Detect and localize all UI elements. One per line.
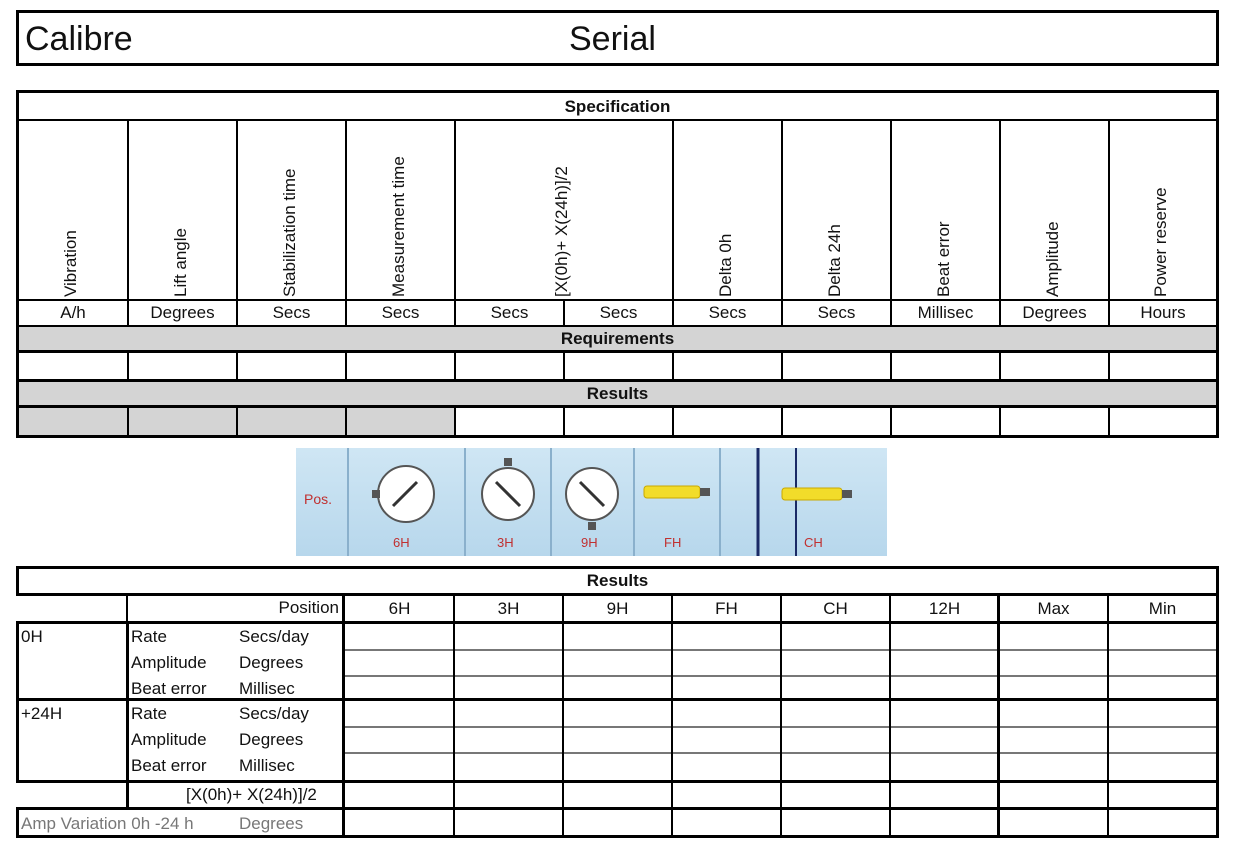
watch-fh-icon bbox=[644, 486, 710, 498]
col-header: 6H bbox=[388, 598, 411, 618]
unit-label: Degrees bbox=[239, 730, 304, 749]
spec-results-row bbox=[19, 408, 1216, 435]
unit-label: Millisec bbox=[239, 679, 295, 698]
requirements-row bbox=[19, 353, 1216, 379]
metric-label: Beat error bbox=[131, 679, 207, 698]
col-header: Min bbox=[1148, 598, 1177, 618]
spec-col-amplitude: Amplitude bbox=[1001, 121, 1110, 301]
results-header-row bbox=[16, 596, 1219, 621]
col-header: CH bbox=[823, 598, 848, 618]
unit-cell: Secs bbox=[456, 301, 565, 325]
unit-cell: Degrees bbox=[129, 301, 238, 325]
spec-col-beat-error: Beat error bbox=[892, 121, 1001, 301]
results-table bbox=[16, 566, 1219, 840]
group-label-24h: +24H bbox=[21, 704, 63, 723]
requirements-band: Requirements bbox=[19, 327, 1216, 351]
pos-ch-label: CH bbox=[804, 535, 823, 550]
unit-cell: Hours bbox=[1140, 303, 1186, 322]
unit-label: Millisec bbox=[239, 756, 295, 775]
col-header: FH bbox=[715, 598, 738, 618]
spec-col-vibration: Vibration bbox=[19, 121, 129, 301]
unit-cell: Secs bbox=[674, 301, 783, 325]
col-header: 12H bbox=[928, 598, 961, 618]
group-0h bbox=[16, 621, 1219, 701]
unit-label: Secs/day bbox=[239, 704, 309, 723]
col-header: 9H bbox=[606, 598, 629, 618]
position-label: Position bbox=[278, 598, 339, 617]
unit-cell: Secs bbox=[565, 301, 674, 325]
metric-label: Rate bbox=[131, 704, 167, 723]
pos-label: Pos. bbox=[304, 491, 333, 507]
pos-6h-label: 6H bbox=[393, 535, 410, 550]
results-title: Results bbox=[16, 566, 1219, 596]
positions-svg bbox=[296, 448, 887, 556]
spec-col-delta-24h: Delta 24h bbox=[783, 121, 892, 301]
pos-fh-label: FH bbox=[664, 535, 682, 550]
unit-cell: Secs bbox=[347, 301, 456, 325]
watch-ch-icon bbox=[782, 488, 852, 500]
spec-header-row bbox=[19, 121, 1216, 301]
spec-col-measurement: Measurement time bbox=[347, 121, 456, 301]
calibre-label: Calibre bbox=[25, 20, 133, 58]
results-band: Results bbox=[19, 382, 1216, 406]
pos-3h-label: 3H bbox=[497, 535, 514, 550]
spec-col-delta-0h: Delta 0h bbox=[674, 121, 783, 301]
specification-table bbox=[16, 90, 1219, 438]
amp-variation-unit: Degrees bbox=[239, 814, 304, 833]
spec-col-lift-angle: Lift angle bbox=[129, 121, 238, 301]
unit-cell: Degrees bbox=[1001, 301, 1110, 325]
positions-illustration bbox=[296, 448, 887, 556]
spec-col-power-reserve: Power reserve bbox=[1151, 187, 1170, 297]
metric-label: Rate bbox=[131, 627, 167, 646]
formula-row bbox=[16, 783, 1219, 810]
metric-label: Amplitude bbox=[131, 730, 207, 749]
amp-variation-label: Amp Variation 0h -24 h bbox=[21, 814, 194, 833]
unit-cell: Secs bbox=[783, 301, 892, 325]
formula-label: [X(0h)+ X(24h)]/2 bbox=[186, 785, 317, 804]
serial-label: Serial bbox=[569, 20, 656, 58]
col-header: 3H bbox=[497, 598, 520, 618]
amp-variation-row bbox=[16, 810, 1219, 838]
col-header: Max bbox=[1037, 598, 1070, 618]
pos-9h-label: 9H bbox=[581, 535, 598, 550]
spec-units-row bbox=[19, 301, 1216, 325]
unit-label: Degrees bbox=[239, 653, 304, 672]
unit-label: Secs/day bbox=[239, 627, 309, 646]
unit-cell: Millisec bbox=[892, 301, 1001, 325]
spec-col-stabilization: Stabilization time bbox=[238, 121, 347, 301]
specification-title: Specification bbox=[564, 96, 671, 116]
group-label-0h: 0H bbox=[21, 627, 43, 646]
metric-label: Amplitude bbox=[131, 653, 207, 672]
unit-cell: Secs bbox=[238, 301, 347, 325]
header-box bbox=[16, 10, 1219, 66]
spec-col-average: [X(0h)+ X(24h)]/2 bbox=[456, 121, 674, 301]
unit-cell: A/h bbox=[19, 301, 129, 325]
metric-label: Beat error bbox=[131, 756, 207, 775]
group-24h bbox=[16, 701, 1219, 783]
